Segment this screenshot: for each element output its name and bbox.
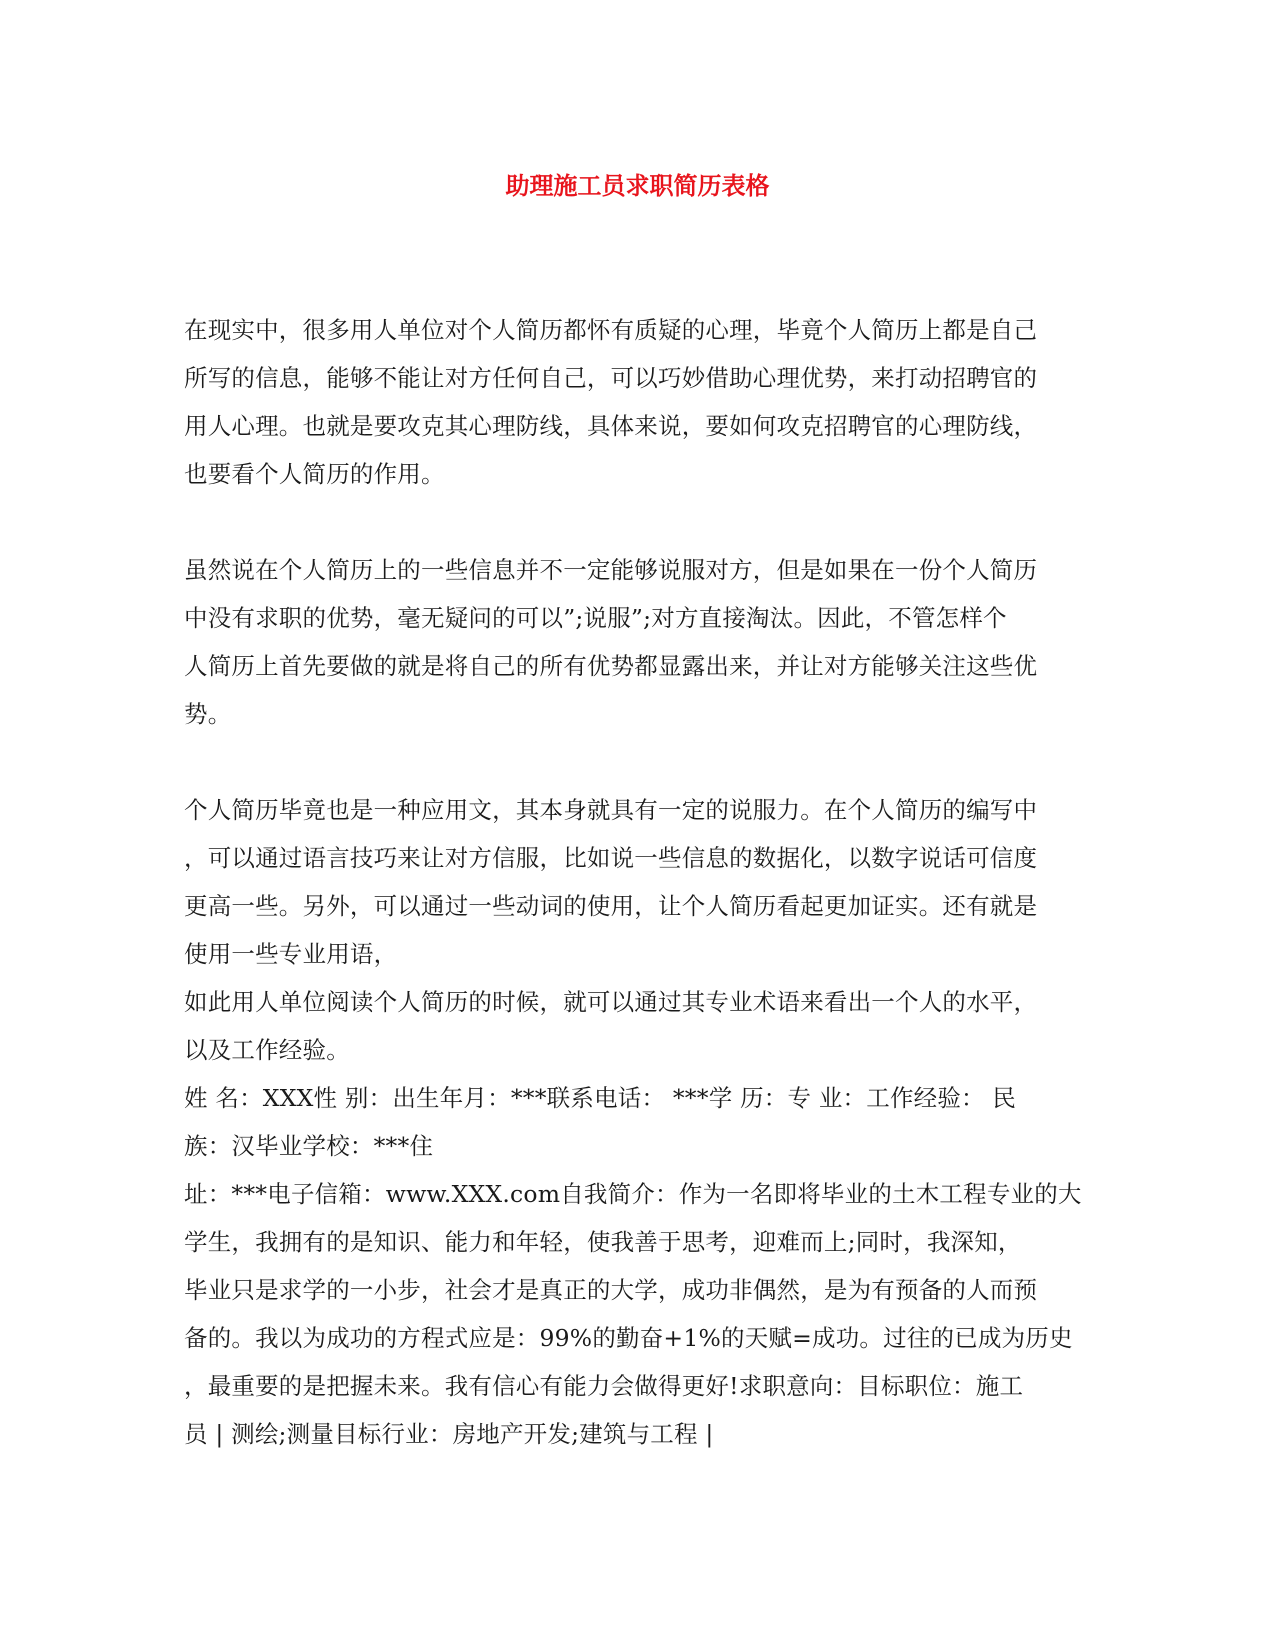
paragraph-1 [184,306,1084,498]
paragraph-3 [184,786,1084,1458]
text-line: 人简历上首先要做的就是将自己的所有优势都显露出来，并让对方能够关注这些优 [184,652,1038,680]
text-line: 势。 [184,700,232,728]
text-line: 个人简历毕竟也是一种应用文，其本身就具有一定的说服力。在个人简历的编写中 [184,796,1038,824]
text-line: 虽然说在个人简历上的一些信息并不一定能够说服对方，但是如果在一份个人简历 [184,556,1038,584]
resume-info-line: ，最重要的是把握未来。我有信心有能力会做得更好!求职意向：目标职位：施工 [184,1372,1024,1400]
document-title: 助理施工员求职简历表格 [505,171,770,200]
resume-info-line: 址：***电子信箱：www.XXX.com自我简介：作为一名即将毕业的土木工程专业的大 [184,1180,1082,1208]
resume-info-line: 毕业只是求学的一小步，社会才是真正的大学，成功非偶然，是为有预备的人而预 [184,1276,1038,1304]
text-line: 更高一些。另外，可以通过一些动词的使用，让个人简历看起更加证实。还有就是 [184,892,1038,920]
text-line: 也要看个人简历的作用。 [184,460,445,488]
resume-info-line: 学生，我拥有的是知识、能力和年轻，使我善于思考，迎难而上;同时，我深知， [184,1228,1022,1256]
text-line: 在现实中，很多用人单位对个人简历都怀有质疑的心理，毕竟个人简历上都是自己 [184,316,1038,344]
text-line: 使用一些专业用语， [184,940,398,968]
resume-info-line: 备的。我以为成功的方程式应是：99%的勤奋+1%的天赋=成功。过往的已成为历史 [184,1324,1073,1352]
text-line: 如此用人单位阅读个人简历的时候，就可以通过其专业术语来看出一个人的水平， [184,988,1038,1016]
resume-info-line: 姓 名：XXX性 别：出生年月：***联系电话： ***学 历：专 业：工作经验： 民 [184,1084,1017,1112]
text-line: 用人心理。也就是要攻克其心理防线，具体来说，要如何攻克招聘官的心理防线， [184,412,1038,440]
text-line: 以及工作经验。 [184,1036,350,1064]
resume-info-line: 员 | 测绘;测量目标行业：房地产开发;建筑与工程 | [184,1420,714,1448]
paragraph-2 [184,546,1084,738]
resume-info-line: 族：汉毕业学校：***住 [184,1132,434,1160]
text-line: 所写的信息，能够不能让对方任何自己，可以巧妙借助心理优势，来打动招聘官的 [184,364,1038,392]
document-body [184,306,1084,1458]
text-line: 中没有求职的优势，毫无疑问的可以”;说服”;对方直接淘汰。因此，不管怎样个 [184,604,1007,632]
text-line: ，可以通过语言技巧来让对方信服，比如说一些信息的数据化，以数字说话可信度 [184,844,1038,872]
